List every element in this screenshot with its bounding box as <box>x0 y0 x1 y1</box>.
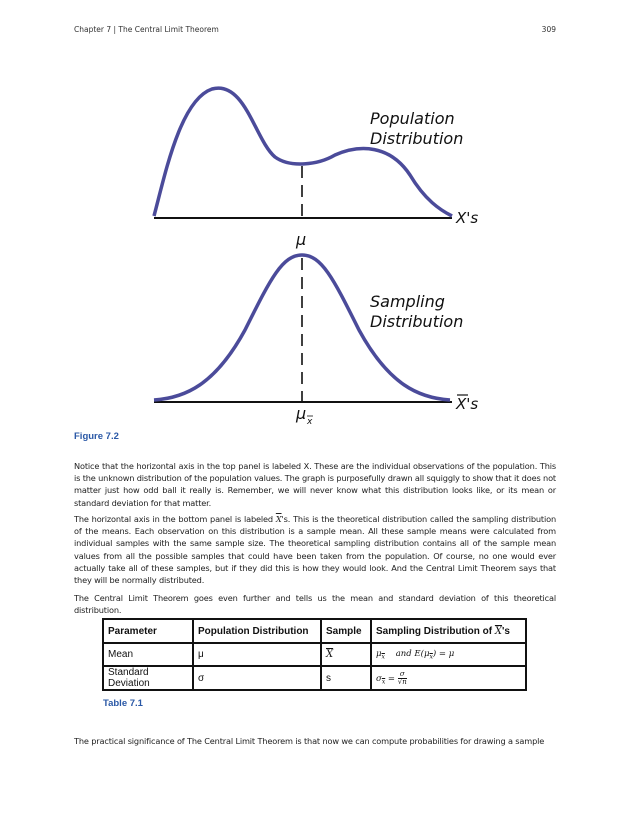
expectation-end: ) = μ <box>432 649 455 660</box>
mu-xbar-label: μ <box>296 404 307 423</box>
chapter-title: Chapter 7 | The Central Limit Theorem <box>74 25 219 34</box>
paragraph-2 <box>74 513 556 586</box>
sampling-mean-formula <box>376 649 454 659</box>
cell-parameter: Standard Deviation <box>103 666 193 690</box>
header-sampling-text: Sampling Distribution of <box>376 625 493 637</box>
mu-xbar-subscript: x <box>307 417 313 427</box>
expectation-sub: x <box>429 653 433 661</box>
xbar-symbol: $\overline{X}$ <box>275 514 282 524</box>
table-header-row <box>103 619 526 643</box>
mu-sub: x <box>381 653 385 661</box>
sampling-label-2: Distribution <box>370 312 464 331</box>
figure-caption: Figure 7.2 <box>74 431 119 442</box>
header-sample: Sample <box>321 619 371 643</box>
cell-population: σ <box>193 666 321 690</box>
sigma-sub: x <box>381 678 386 686</box>
population-curve <box>154 88 452 216</box>
cell-sampling <box>371 643 526 666</box>
table-row <box>103 666 526 690</box>
mu-label: μ <box>296 230 307 249</box>
page-number: 309 <box>541 25 556 34</box>
paragraph-4: The practical significance of The Central Limit Theorem is that now we can compute probabilities for drawing a sample <box>74 736 545 746</box>
expectation-text: and E(μ <box>395 649 430 660</box>
fraction <box>398 671 407 686</box>
paragraph-1: Notice that the horizontal axis in the top panel is labeled X. These are the individual observations of the population. This is the unknown distribution of the population values. The graph is purposefully drawn all squiggly to show that it does not matter just how odd ball it really is. Remember, we will never know what this distribution looks like, or its mean or standard deviation for that matter. <box>74 461 556 508</box>
table-row <box>103 643 526 666</box>
header-parameter: Parameter <box>103 619 193 643</box>
population-label-2: Distribution <box>370 129 464 148</box>
header-suffix: 's <box>502 625 510 637</box>
cell-sampling <box>371 666 526 690</box>
paragraph-3: The Central Limit Theorem goes even further and tells us the mean and standard deviation of this theoretical distribution. <box>74 593 556 616</box>
paragraph-2-rest: 's. This is the theoretical distribution called the sampling distribution of the means. Each observation on this distribution is a sample mean. All these sample means were calculated from individual samples with the same sample size. The theoretical sampling distribution contains all of the sample mean values from all the possible samples that could have been taken from the population. Of course, no one would ever actually take all of these samples, but if they did this is how they would look. And the Central Limit Theorem says that they will be normally distributed. <box>74 514 557 586</box>
population-label-1: Population <box>370 109 455 128</box>
sampling-sd-formula <box>376 669 407 686</box>
parameter-table <box>102 618 527 691</box>
sampling-label-1: Sampling <box>370 292 445 311</box>
header-xbar: $\overline{X}$ <box>494 625 503 637</box>
cell-parameter: Mean <box>103 643 193 666</box>
table-caption: Table 7.1 <box>103 698 143 709</box>
fraction-numerator: σ <box>398 671 407 679</box>
mu-symbol: μ <box>376 649 382 660</box>
fraction-denominator: √n <box>397 677 407 686</box>
cell-population: μ <box>193 643 321 666</box>
top-axis-label: X's <box>456 209 479 227</box>
header-sampling <box>371 619 526 643</box>
sample-xbar: $\overline{X}$ <box>326 649 334 660</box>
sigma-symbol: σ <box>376 673 382 684</box>
cell-sample: s <box>321 666 371 690</box>
bottom-axis-label: X's <box>456 395 479 413</box>
paragraph-2-start: The horizontal axis in the bottom panel is labeled <box>74 514 273 524</box>
header-population: Population Distribution <box>193 619 321 643</box>
equals-sign: = <box>387 673 396 684</box>
cell-sample <box>321 643 371 666</box>
